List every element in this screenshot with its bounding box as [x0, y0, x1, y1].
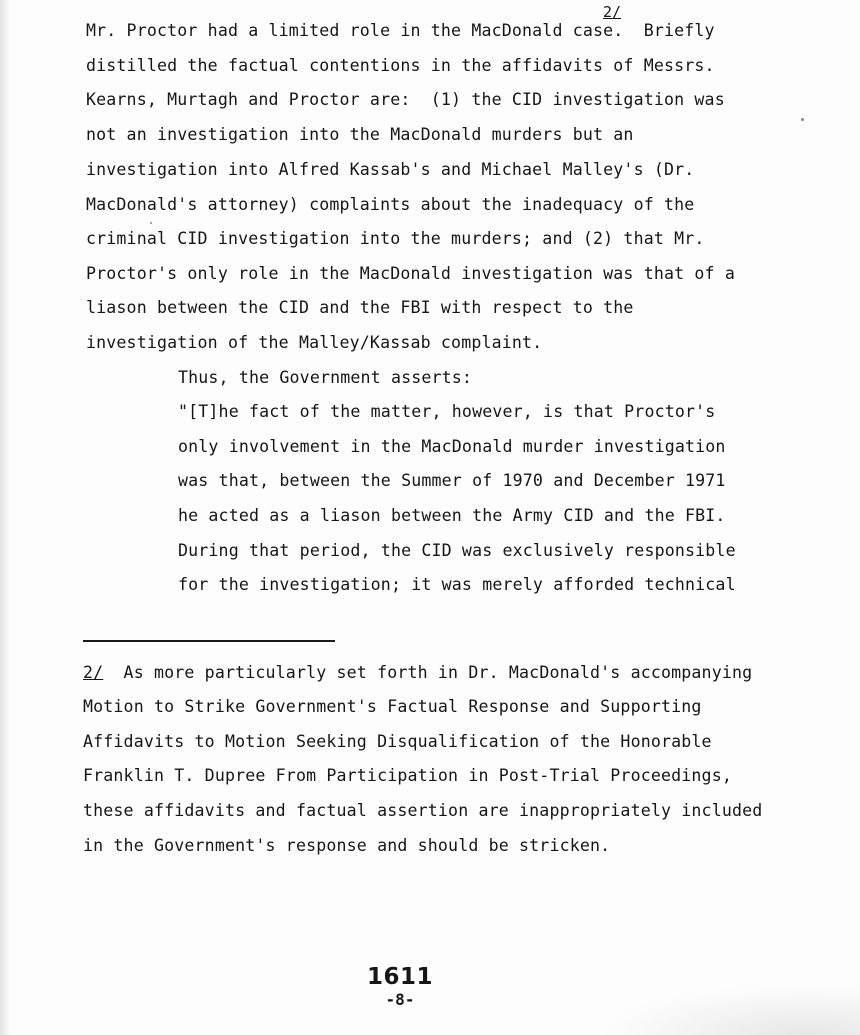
bates-stamp-text: 1611	[366, 964, 433, 990]
footnote-text: As more particularly set forth in Dr. MacDonald's accompanying	[103, 663, 753, 682]
footnote-line: Affidavits to Motion Seeking Disqualification of the Honorable	[83, 732, 712, 751]
footnote-line: these affidavits and factual assertion are inappropriately included	[83, 801, 763, 820]
body-line: investigation into Alfred Kassab's and Michael Malley's (Dr.	[86, 160, 695, 179]
body-line: criminal CID investigation into the murders; and (2) that Mr.	[86, 229, 705, 248]
footnote-reference-marker: 2/	[603, 3, 622, 21]
footnote-separator-rule	[83, 640, 335, 642]
quote-intro-line: Thus, the Government asserts:	[178, 368, 473, 387]
quote-line: "[T]he fact of the matter, however, is that Proctor's	[178, 402, 716, 421]
quote-line: he acted as a liason between the Army CID and the FBI.	[178, 506, 726, 525]
quote-line: for the investigation; it was merely afforded technical	[178, 575, 736, 594]
body-line: Proctor's only role in the MacDonald investigation was that of a	[86, 264, 735, 283]
footnote-line: in the Government's response and should be stricken.	[83, 836, 611, 855]
body-line: Mr. Proctor had a limited role in the MacDonald case. Briefly	[86, 21, 715, 40]
quote-line: During that period, the CID was exclusively responsible	[178, 541, 736, 560]
page-number-text: -8-	[385, 990, 415, 1009]
scan-speck	[150, 222, 152, 224]
body-line: not an investigation into the MacDonald murders but an	[86, 125, 634, 144]
footnote-line: Motion to Strike Government's Factual Response and Supporting	[83, 697, 702, 716]
footnote-number: 2/	[83, 663, 104, 682]
scan-noise	[600, 985, 860, 1035]
body-line: investigation of the Malley/Kassab complaint.	[86, 333, 543, 352]
scan-speck	[801, 118, 804, 121]
body-line: liason between the CID and the FBI with respect to the	[86, 298, 634, 317]
quote-line: was that, between the Summer of 1970 and December 1971	[178, 471, 726, 490]
quote-line: only involvement in the MacDonald murder investigation	[178, 437, 726, 456]
footnote-line: Franklin T. Dupree From Participation in Post-Trial Proceedings,	[83, 766, 732, 785]
body-line: MacDonald's attorney) complaints about the inadequacy of the	[86, 195, 695, 214]
body-line: Kearns, Murtagh and Proctor are: (1) the CID investigation was	[86, 90, 725, 109]
footnote-first-line	[83, 663, 752, 683]
body-line: distilled the factual contentions in the affidavits of Messrs.	[86, 56, 715, 75]
